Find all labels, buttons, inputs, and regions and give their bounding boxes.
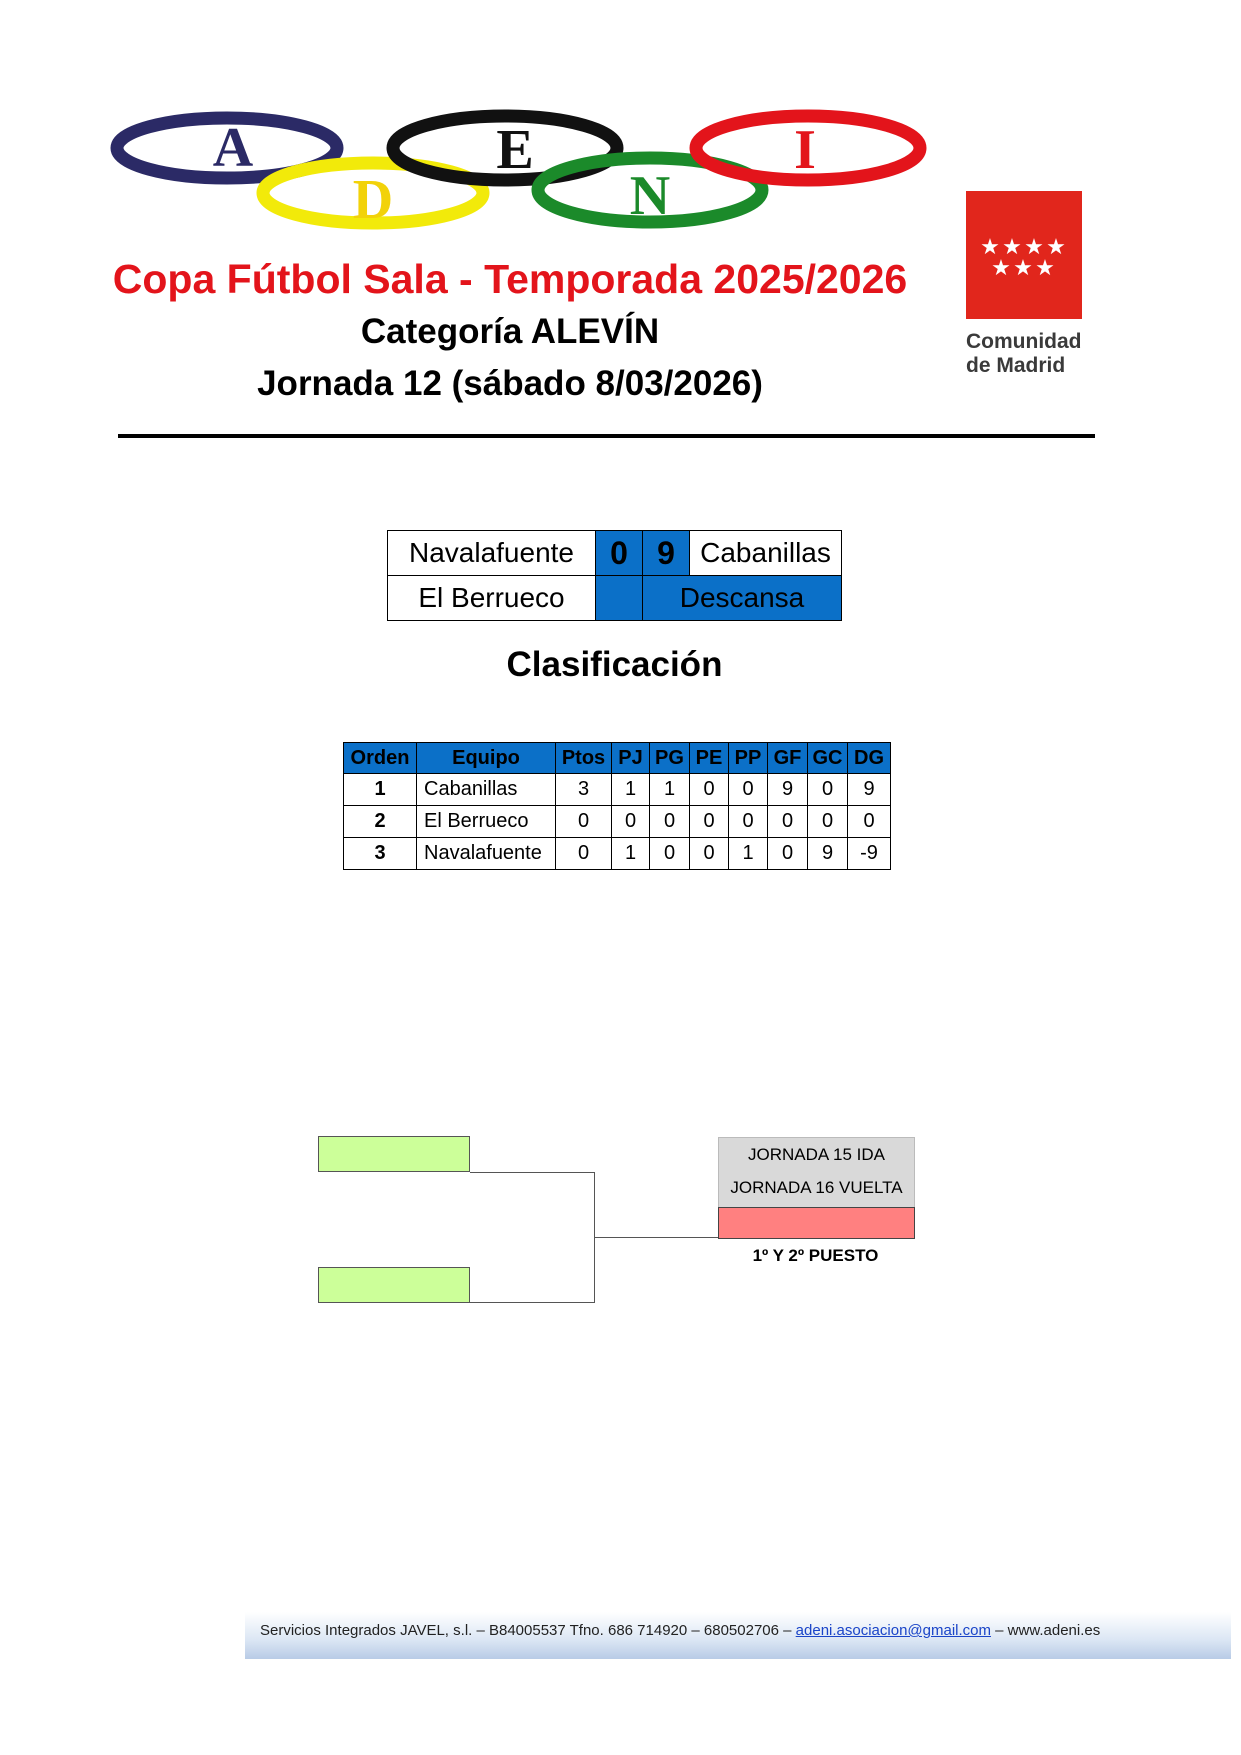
col-ptos: Ptos	[556, 743, 612, 774]
standings-title: Clasificación	[506, 645, 723, 684]
svg-text:★: ★	[1013, 256, 1033, 281]
svg-text:★: ★	[1024, 235, 1044, 260]
logo-letter-n: N	[629, 165, 671, 227]
svg-text:★: ★	[1035, 256, 1055, 281]
cell-ptos: 3	[556, 774, 612, 806]
footer-contact: Servicios Integrados JAVEL, s.l. – B84005537 Tfno. 686 714920 – 680502706 –	[260, 1622, 796, 1639]
comunidad-madrid-flag	[966, 191, 1082, 319]
cell-dg: 0	[848, 806, 891, 838]
cell-orden: 2	[344, 806, 417, 838]
cell-gf: 0	[768, 806, 808, 838]
resting-team: El Berrueco	[388, 576, 596, 621]
comunidad-madrid-line2: de Madrid	[966, 354, 1066, 377]
cell-equipo: Navalafuente	[417, 838, 556, 870]
cell-orden: 1	[344, 774, 417, 806]
header-divider	[118, 434, 1095, 438]
cell-pj: 1	[612, 838, 650, 870]
cell-pj: 1	[612, 774, 650, 806]
bracket-line	[470, 1302, 595, 1303]
svg-text:★: ★	[1046, 235, 1066, 260]
cell-dg: 9	[848, 774, 891, 806]
cell-pg: 1	[650, 774, 690, 806]
footer-text	[260, 1622, 1100, 1639]
standings-header	[344, 743, 891, 774]
cell-pp: 0	[729, 774, 768, 806]
final-second-leg: JORNADA 16 VUELTA	[730, 1178, 903, 1197]
cell-gf: 9	[768, 774, 808, 806]
logo-letter-i: I	[794, 119, 816, 181]
footer-website: – www.adeni.es	[991, 1622, 1101, 1639]
standings-table	[343, 742, 891, 870]
logo-letter-a: A	[212, 117, 254, 179]
bracket-line	[470, 1172, 595, 1173]
cell-gf: 0	[768, 838, 808, 870]
svg-text:★: ★	[980, 235, 1000, 260]
col-pg: PG	[650, 743, 690, 774]
cell-pe: 0	[690, 774, 729, 806]
final-first-leg: JORNADA 15 IDA	[748, 1145, 885, 1164]
cell-gc: 0	[808, 806, 848, 838]
result-row	[388, 576, 842, 621]
final-label: 1º Y 2º PUESTO	[752, 1246, 879, 1265]
category-title: Categoría ALEVÍN	[360, 312, 660, 351]
cell-pj: 0	[612, 806, 650, 838]
footer-email-link[interactable]: adeni.asociacion@gmail.com	[795, 1622, 991, 1639]
cell-pp: 1	[729, 838, 768, 870]
col-orden: Orden	[344, 743, 417, 774]
final-slot	[718, 1207, 915, 1239]
rest-status: Descansa	[643, 576, 842, 621]
cell-pg: 0	[650, 806, 690, 838]
adeni-logo	[105, 98, 935, 238]
comunidad-madrid-line1: Comunidad	[966, 330, 1082, 353]
col-dg: DG	[848, 743, 891, 774]
bracket-slot-2	[318, 1267, 470, 1303]
away-score: 9	[643, 531, 690, 576]
result-row	[388, 531, 842, 576]
col-gc: GC	[808, 743, 848, 774]
logo-letter-e: E	[496, 119, 534, 181]
home-team: Navalafuente	[388, 531, 596, 576]
bracket-line	[594, 1237, 718, 1238]
col-equipo: Equipo	[417, 743, 556, 774]
competition-title: Copa Fútbol Sala - Temporada 2025/2026	[112, 256, 908, 302]
svg-text:★: ★	[991, 256, 1011, 281]
cell-ptos: 0	[556, 838, 612, 870]
results-table	[387, 530, 842, 621]
cell-pp: 0	[729, 806, 768, 838]
svg-text:★: ★	[1002, 235, 1022, 260]
col-pj: PJ	[612, 743, 650, 774]
cell-pg: 0	[650, 838, 690, 870]
bracket-slot-1	[318, 1136, 470, 1172]
away-team: Cabanillas	[690, 531, 842, 576]
round-title: Jornada 12 (sábado 8/03/2026)	[257, 364, 763, 403]
cell-equipo: Cabanillas	[417, 774, 556, 806]
stars-icon	[966, 191, 1082, 319]
cell-gc: 9	[808, 838, 848, 870]
cell-ptos: 0	[556, 806, 612, 838]
col-pe: PE	[690, 743, 729, 774]
cell-pe: 0	[690, 806, 729, 838]
cell-dg: -9	[848, 838, 891, 870]
col-pp: PP	[729, 743, 768, 774]
cell-gc: 0	[808, 774, 848, 806]
table-row	[344, 806, 891, 838]
logo-letter-d: D	[352, 169, 394, 231]
table-row	[344, 774, 891, 806]
col-gf: GF	[768, 743, 808, 774]
cell-equipo: El Berrueco	[417, 806, 556, 838]
cell-pe: 0	[690, 838, 729, 870]
cell-orden: 3	[344, 838, 417, 870]
table-row	[344, 838, 891, 870]
empty-score	[596, 576, 643, 621]
final-dates-box	[718, 1137, 915, 1209]
home-score: 0	[596, 531, 643, 576]
